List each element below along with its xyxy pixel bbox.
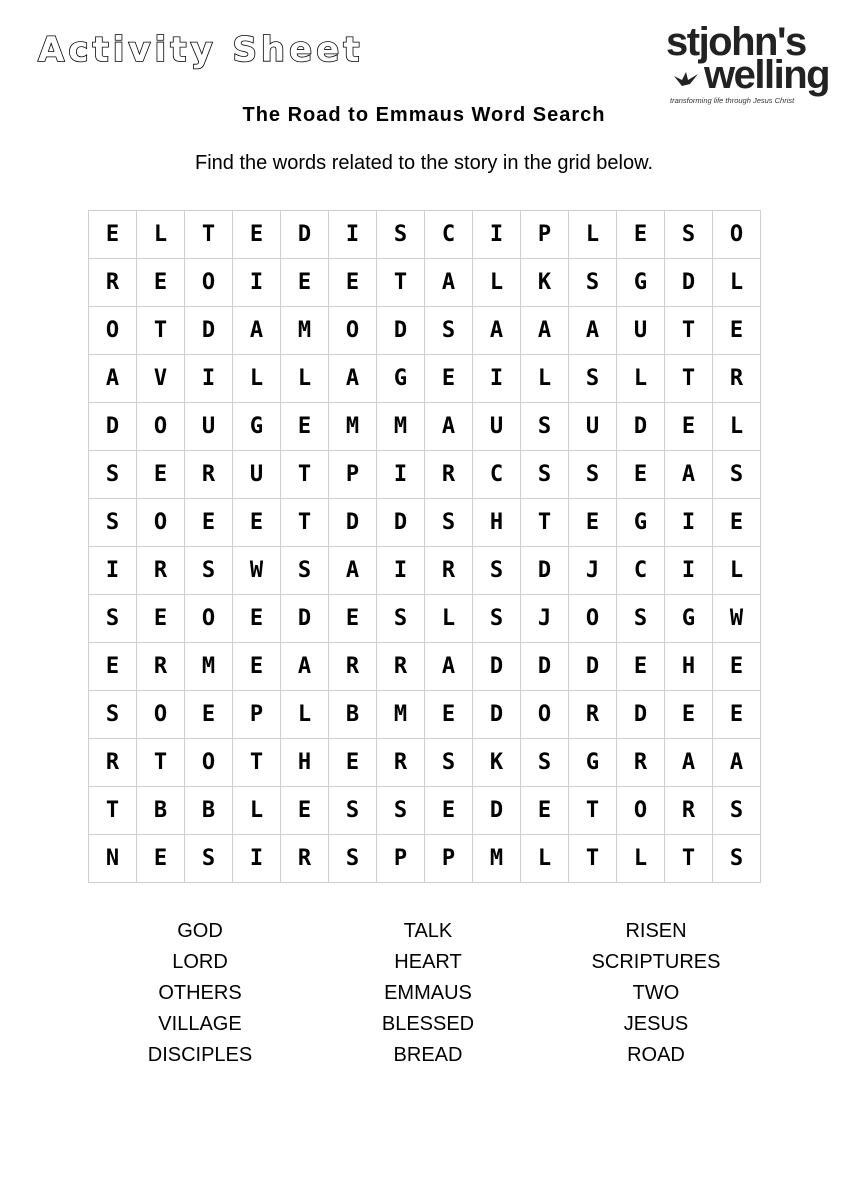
grid-cell[interactable]: G	[569, 739, 617, 787]
grid-cell[interactable]: L	[617, 835, 665, 883]
grid-cell[interactable]: C	[617, 547, 665, 595]
grid-cell[interactable]: O	[137, 403, 185, 451]
grid-cell[interactable]: O	[713, 211, 761, 259]
grid-cell[interactable]: O	[329, 307, 377, 355]
word-list-item: HEART	[394, 951, 462, 973]
grid-cell[interactable]: L	[233, 355, 281, 403]
grid-cell[interactable]: H	[473, 499, 521, 547]
grid-cell[interactable]: S	[185, 835, 233, 883]
grid-cell[interactable]: L	[713, 403, 761, 451]
grid-cell[interactable]: S	[377, 595, 425, 643]
grid-cell[interactable]: E	[617, 643, 665, 691]
grid-cell[interactable]: S	[617, 595, 665, 643]
grid-cell[interactable]: R	[617, 739, 665, 787]
word-list-item: ROAD	[627, 1044, 685, 1066]
grid-cell[interactable]: I	[329, 211, 377, 259]
grid-cell[interactable]: S	[665, 211, 713, 259]
grid-cell[interactable]: A	[713, 739, 761, 787]
grid-cell[interactable]: G	[617, 259, 665, 307]
grid-cell[interactable]: D	[665, 259, 713, 307]
grid-cell[interactable]: D	[521, 547, 569, 595]
grid-cell[interactable]: L	[521, 835, 569, 883]
grid-cell[interactable]: I	[665, 547, 713, 595]
grid-cell[interactable]: R	[281, 835, 329, 883]
grid-cell[interactable]: S	[425, 739, 473, 787]
word-list-item: TALK	[403, 920, 453, 942]
grid-cell[interactable]: J	[521, 595, 569, 643]
grid-cell[interactable]: A	[233, 307, 281, 355]
grid-cell[interactable]: L	[713, 259, 761, 307]
grid-cell[interactable]: T	[185, 211, 233, 259]
word-list-item: RISEN	[625, 920, 687, 942]
grid-cell[interactable]: S	[329, 835, 377, 883]
word-search-grid	[88, 210, 761, 883]
grid-cell[interactable]: D	[377, 307, 425, 355]
grid-cell[interactable]: T	[665, 835, 713, 883]
grid-cell[interactable]: E	[425, 355, 473, 403]
grid-cell[interactable]: A	[473, 307, 521, 355]
grid-cell[interactable]: E	[329, 259, 377, 307]
grid-cell[interactable]: S	[89, 691, 137, 739]
grid-cell[interactable]: S	[569, 259, 617, 307]
grid-cell[interactable]: J	[569, 547, 617, 595]
grid-cell[interactable]: I	[233, 259, 281, 307]
grid-cell[interactable]: U	[185, 403, 233, 451]
grid-cell[interactable]: O	[137, 499, 185, 547]
grid-cell[interactable]: B	[185, 787, 233, 835]
grid-cell[interactable]: R	[377, 643, 425, 691]
grid-cell[interactable]: U	[569, 403, 617, 451]
word-list-item: DISCIPLES	[147, 1044, 253, 1066]
grid-cell[interactable]: D	[89, 403, 137, 451]
grid-cell[interactable]: T	[137, 307, 185, 355]
grid-cell[interactable]: D	[473, 691, 521, 739]
word-list-item: SCRIPTURES	[591, 951, 721, 973]
grid-cell[interactable]: A	[425, 403, 473, 451]
grid-cell[interactable]: L	[425, 595, 473, 643]
grid-cell[interactable]: D	[185, 307, 233, 355]
word-list-column	[551, 916, 761, 1071]
grid-cell[interactable]: E	[281, 787, 329, 835]
grid-cell[interactable]: A	[281, 643, 329, 691]
grid-cell[interactable]: A	[425, 643, 473, 691]
grid-cell[interactable]: D	[617, 691, 665, 739]
word-list-column	[95, 916, 305, 1071]
grid-cell[interactable]: S	[473, 547, 521, 595]
grid-cell[interactable]: C	[425, 211, 473, 259]
logo-text-line2: welling	[704, 53, 830, 97]
grid-cell[interactable]: I	[233, 835, 281, 883]
grid-cell[interactable]: E	[329, 739, 377, 787]
grid-cell[interactable]: O	[185, 739, 233, 787]
grid-cell[interactable]: S	[89, 499, 137, 547]
grid-cell[interactable]: S	[521, 403, 569, 451]
grid-cell[interactable]: E	[137, 451, 185, 499]
grid-cell[interactable]: L	[473, 259, 521, 307]
grid-cell[interactable]: A	[665, 451, 713, 499]
grid-cell[interactable]: H	[665, 643, 713, 691]
grid-cell[interactable]: S	[521, 739, 569, 787]
grid-cell[interactable]: P	[425, 835, 473, 883]
grid-cell[interactable]: E	[569, 499, 617, 547]
grid-cell[interactable]: O	[137, 691, 185, 739]
grid-cell[interactable]: E	[137, 259, 185, 307]
grid-cell[interactable]: R	[89, 739, 137, 787]
grid-cell[interactable]: T	[569, 787, 617, 835]
grid-cell[interactable]: E	[617, 451, 665, 499]
word-list-item: BREAD	[393, 1044, 463, 1066]
grid-cell[interactable]: H	[281, 739, 329, 787]
grid-cell[interactable]: L	[233, 787, 281, 835]
grid-cell[interactable]: R	[137, 643, 185, 691]
grid-cell[interactable]: I	[473, 355, 521, 403]
grid-cell[interactable]: N	[89, 835, 137, 883]
grid-cell[interactable]: U	[473, 403, 521, 451]
word-list-item: JESUS	[623, 1013, 689, 1035]
word-list-item: VILLAGE	[158, 1013, 242, 1035]
grid-cell[interactable]: L	[137, 211, 185, 259]
grid-cell[interactable]: P	[329, 451, 377, 499]
grid-cell[interactable]: M	[185, 643, 233, 691]
grid-cell[interactable]: T	[281, 499, 329, 547]
grid-cell[interactable]: L	[713, 547, 761, 595]
grid-cell[interactable]: S	[713, 835, 761, 883]
grid-cell[interactable]: M	[473, 835, 521, 883]
grid-cell[interactable]: L	[521, 355, 569, 403]
logo-text-line1: stjohn's	[666, 20, 806, 64]
grid-cell[interactable]: E	[713, 307, 761, 355]
grid-cell[interactable]: E	[665, 691, 713, 739]
grid-cell[interactable]: K	[473, 739, 521, 787]
grid-cell[interactable]: E	[233, 595, 281, 643]
grid-cell[interactable]: E	[425, 691, 473, 739]
grid-cell[interactable]: M	[329, 403, 377, 451]
grid-cell[interactable]: L	[569, 211, 617, 259]
grid-cell[interactable]: R	[185, 451, 233, 499]
grid-cell[interactable]: R	[665, 787, 713, 835]
grid-cell[interactable]: E	[521, 787, 569, 835]
grid-cell[interactable]: E	[233, 211, 281, 259]
grid-cell[interactable]: S	[521, 451, 569, 499]
grid-cell[interactable]: D	[617, 403, 665, 451]
grid-cell[interactable]: O	[185, 595, 233, 643]
grid-cell[interactable]: A	[521, 307, 569, 355]
grid-cell[interactable]: E	[713, 691, 761, 739]
dove-icon	[672, 68, 702, 90]
grid-cell[interactable]: T	[665, 355, 713, 403]
grid-cell[interactable]: L	[281, 691, 329, 739]
word-list	[95, 916, 761, 1071]
grid-cell[interactable]: T	[89, 787, 137, 835]
grid-cell[interactable]: E	[329, 595, 377, 643]
grid-cell[interactable]: M	[377, 691, 425, 739]
grid-cell[interactable]: K	[521, 259, 569, 307]
grid-cell[interactable]: T	[137, 739, 185, 787]
grid-cell[interactable]: A	[89, 355, 137, 403]
grid-cell[interactable]: O	[89, 307, 137, 355]
grid-cell[interactable]: A	[665, 739, 713, 787]
word-list-item: TWO	[632, 982, 680, 1004]
grid-cell[interactable]: G	[617, 499, 665, 547]
grid-cell[interactable]: E	[89, 643, 137, 691]
grid-cell[interactable]: S	[329, 787, 377, 835]
grid-cell[interactable]: S	[377, 787, 425, 835]
grid-cell[interactable]: C	[473, 451, 521, 499]
grid-cell[interactable]: O	[569, 595, 617, 643]
grid-cell[interactable]: E	[137, 835, 185, 883]
grid-cell[interactable]: P	[377, 835, 425, 883]
grid-cell[interactable]: R	[137, 547, 185, 595]
grid-cell[interactable]: E	[713, 643, 761, 691]
grid-cell[interactable]: W	[713, 595, 761, 643]
grid-cell[interactable]: I	[89, 547, 137, 595]
grid-cell[interactable]: A	[425, 259, 473, 307]
grid-cell[interactable]: S	[713, 451, 761, 499]
grid-cell[interactable]: T	[281, 451, 329, 499]
grid-cell[interactable]: R	[329, 643, 377, 691]
grid-cell[interactable]: A	[329, 355, 377, 403]
grid-cell[interactable]: D	[569, 643, 617, 691]
grid-cell[interactable]: E	[185, 691, 233, 739]
grid-cell[interactable]: E	[185, 499, 233, 547]
grid-cell[interactable]: S	[425, 499, 473, 547]
grid-cell[interactable]: M	[377, 403, 425, 451]
grid-cell[interactable]: D	[281, 211, 329, 259]
grid-cell[interactable]: P	[233, 691, 281, 739]
grid-cell[interactable]: R	[569, 691, 617, 739]
grid-cell[interactable]: S	[569, 355, 617, 403]
worksheet-heading: The Road to Emmaus Word Search	[242, 104, 606, 126]
grid-cell[interactable]: W	[233, 547, 281, 595]
grid-cell[interactable]: R	[713, 355, 761, 403]
grid-cell[interactable]: L	[617, 355, 665, 403]
grid-cell[interactable]: T	[521, 499, 569, 547]
grid-cell[interactable]: I	[185, 355, 233, 403]
grid-cell[interactable]: E	[713, 499, 761, 547]
grid-cell[interactable]: D	[281, 595, 329, 643]
grid-cell[interactable]: T	[233, 739, 281, 787]
grid-cell[interactable]: I	[665, 499, 713, 547]
word-list-item: OTHERS	[158, 982, 242, 1004]
grid-cell[interactable]: O	[521, 691, 569, 739]
word-list-item: LORD	[172, 951, 228, 973]
grid-cell[interactable]: E	[137, 595, 185, 643]
grid-cell[interactable]: I	[377, 451, 425, 499]
grid-cell[interactable]: S	[425, 307, 473, 355]
grid-cell[interactable]: E	[425, 787, 473, 835]
grid-cell[interactable]: B	[329, 691, 377, 739]
grid-cell[interactable]: E	[281, 259, 329, 307]
grid-cell[interactable]: D	[473, 643, 521, 691]
grid-cell[interactable]: S	[89, 451, 137, 499]
grid-cell[interactable]: S	[185, 547, 233, 595]
grid-cell[interactable]: S	[569, 451, 617, 499]
grid-cell[interactable]: A	[569, 307, 617, 355]
grid-cell[interactable]: E	[89, 211, 137, 259]
grid-cell[interactable]: S	[89, 595, 137, 643]
grid-cell[interactable]: U	[617, 307, 665, 355]
grid-cell[interactable]: I	[473, 211, 521, 259]
grid-cell[interactable]: R	[425, 451, 473, 499]
grid-cell[interactable]: O	[617, 787, 665, 835]
grid-cell[interactable]: M	[281, 307, 329, 355]
grid-cell[interactable]: I	[377, 547, 425, 595]
grid-cell[interactable]: T	[377, 259, 425, 307]
grid-cell[interactable]: R	[89, 259, 137, 307]
grid-cell[interactable]: S	[281, 547, 329, 595]
grid-cell[interactable]: L	[281, 355, 329, 403]
grid-cell[interactable]: E	[665, 403, 713, 451]
grid-cell[interactable]: B	[137, 787, 185, 835]
grid-cell[interactable]: G	[377, 355, 425, 403]
grid-cell[interactable]: D	[329, 499, 377, 547]
grid-cell[interactable]: R	[425, 547, 473, 595]
grid-cell[interactable]: E	[233, 499, 281, 547]
grid-cell[interactable]: G	[233, 403, 281, 451]
grid-cell[interactable]: S	[473, 595, 521, 643]
word-list-column	[323, 916, 533, 1071]
grid-cell[interactable]: S	[713, 787, 761, 835]
logo-tagline: transforming life through Jesus Christ	[670, 96, 795, 105]
grid-cell[interactable]: D	[377, 499, 425, 547]
grid-cell[interactable]: V	[137, 355, 185, 403]
grid-cell[interactable]: G	[665, 595, 713, 643]
grid-cell[interactable]: T	[569, 835, 617, 883]
grid-cell[interactable]: P	[521, 211, 569, 259]
grid-cell[interactable]: T	[665, 307, 713, 355]
activity-sheet-title: Activity Sheet	[38, 30, 364, 70]
grid-cell[interactable]: E	[233, 643, 281, 691]
word-list-item: BLESSED	[381, 1013, 475, 1035]
word-list-item: GOD	[177, 920, 223, 942]
word-list-item: EMMAUS	[384, 982, 472, 1004]
grid-cell[interactable]: D	[521, 643, 569, 691]
church-logo	[666, 20, 830, 105]
grid-cell[interactable]: U	[233, 451, 281, 499]
grid-cell[interactable]: D	[473, 787, 521, 835]
instructions-text: Find the words related to the story in the grid below.	[194, 152, 654, 174]
grid-cell[interactable]: E	[281, 403, 329, 451]
grid-cell[interactable]: A	[329, 547, 377, 595]
grid-cell[interactable]: S	[377, 211, 425, 259]
grid-cell[interactable]: E	[617, 211, 665, 259]
grid-cell[interactable]: R	[377, 739, 425, 787]
grid-cell[interactable]: O	[185, 259, 233, 307]
